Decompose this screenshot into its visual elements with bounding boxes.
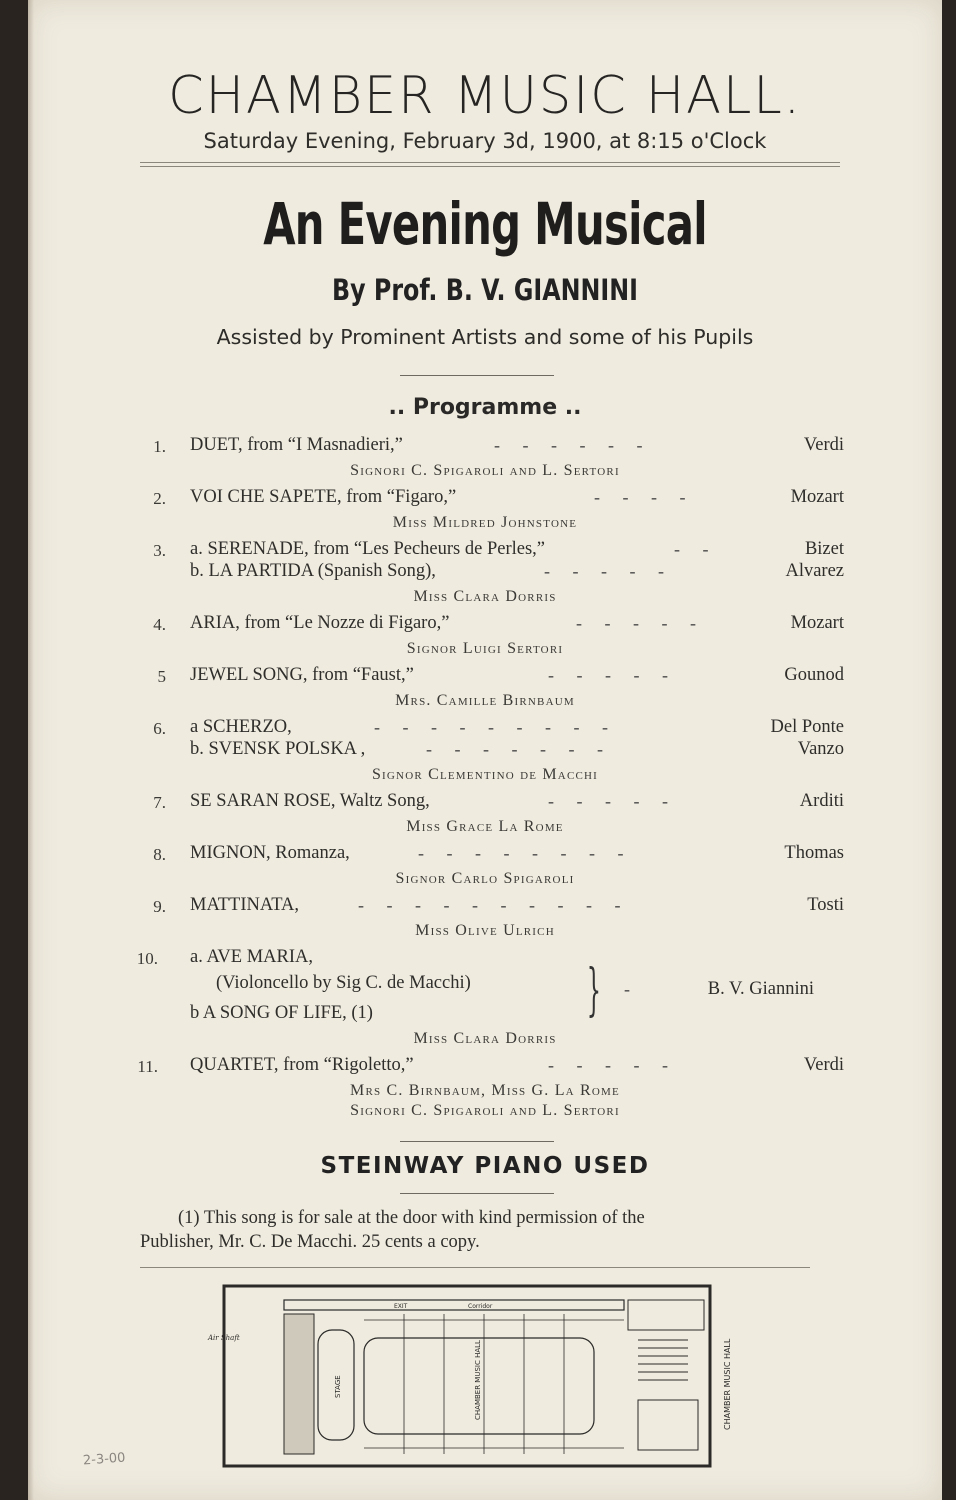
work-title: b. SVENSK POLSKA , xyxy=(190,739,366,759)
composer: Mozart xyxy=(790,487,844,507)
work-title: JEWEL SONG, from “Faust,” xyxy=(190,665,414,685)
plan-side-label: CHAMBER MUSIC HALL xyxy=(723,1338,732,1430)
exit-label: EXIT xyxy=(394,1303,408,1310)
dash-leader: - - - - - xyxy=(548,1055,668,1075)
performer: Mrs. Camille Birnbaum xyxy=(395,692,575,709)
piano-notice: STEINWAY PIANO USED xyxy=(320,1153,650,1179)
performer: Signor Carlo Spigaroli xyxy=(395,870,575,887)
dash-leader: - - - - - - - - xyxy=(418,843,624,863)
venue-title: CHAMBER MUSIC HALL. xyxy=(168,66,802,126)
work-title: MIGNON, Romanza, xyxy=(190,843,350,863)
dash-leader: - - - - - xyxy=(576,613,696,633)
divider xyxy=(400,1141,554,1142)
performer: Miss Mildred Johnstone xyxy=(392,514,578,531)
work-title: SE SARAN ROSE, Waltz Song, xyxy=(190,791,430,811)
item-number: 4. xyxy=(153,615,166,634)
work-title: DUET, from “I Masnadieri,” xyxy=(190,435,403,455)
work-title: a. SERENADE, from “Les Pecheurs de Perles,” xyxy=(190,539,545,559)
dash-leader: - - - - - - xyxy=(494,435,643,455)
work-title: ARIA, from “Le Nozze di Figaro,” xyxy=(190,613,450,633)
work-title: b. LA PARTIDA (Spanish Song), xyxy=(190,561,436,581)
work-subtitle: (Violoncello by Sig C. de Macchi) xyxy=(216,973,471,993)
program-sheet xyxy=(28,0,942,1500)
footnote-line-2: Publisher, Mr. C. De Macchi. 25 cents a copy. xyxy=(140,1232,480,1252)
floor-plan xyxy=(208,1280,758,1472)
work-title: a SCHERZO, xyxy=(190,717,292,737)
stage-label: STAGE xyxy=(334,1375,342,1398)
work-title: a. AVE MARIA, xyxy=(190,947,313,967)
item-number: 5 xyxy=(157,667,166,686)
item-number: 11. xyxy=(137,1057,158,1076)
item-number: 7. xyxy=(153,793,166,812)
performer: Signor Luigi Sertori xyxy=(406,640,564,657)
byline: By Prof. B. V. GIANNINI xyxy=(331,273,639,307)
item-number: 1. xyxy=(153,437,166,456)
work-title: b A SONG OF LIFE, (1) xyxy=(190,1003,373,1023)
divider xyxy=(400,375,554,376)
dash-leader: - - - - - xyxy=(544,561,664,581)
item-number: 3. xyxy=(153,541,166,560)
item-number: 6. xyxy=(153,719,166,738)
hall-center-label: CHAMBER MUSIC HALL xyxy=(474,1340,482,1420)
composer: Mozart xyxy=(790,613,844,633)
work-title: QUARTET, from “Rigoletto,” xyxy=(190,1055,414,1075)
divider xyxy=(140,1267,810,1268)
date-line: Saturday Evening, February 3d, 1900, at 8:15 o'Clock xyxy=(203,129,767,153)
divider xyxy=(400,1193,554,1194)
composer: Vanzo xyxy=(797,739,844,759)
composer: Del Ponte xyxy=(770,717,844,737)
performer: Miss Olive Ulrich xyxy=(415,922,555,939)
dash-leader: - - - - - - - - - - xyxy=(358,895,621,915)
corridor-label: Corridor xyxy=(468,1303,493,1310)
composer: Tosti xyxy=(807,895,844,915)
item-number: 2. xyxy=(153,489,166,508)
assisted-by-line: Assisted by Prominent Artists and some of his Pupils xyxy=(216,325,754,349)
footnote-line-1: (1) This song is for sale at the door with kind permission of the xyxy=(178,1208,645,1228)
composer: Bizet xyxy=(804,539,844,559)
dash-leader: - xyxy=(624,979,630,999)
work-title: VOI CHE SAPETE, from “Figaro,” xyxy=(190,487,457,507)
work-title: MATTINATA, xyxy=(190,895,299,915)
dash-leader: - - - - xyxy=(594,487,686,507)
composer: B. V. Giannini xyxy=(707,979,814,999)
air-shaft-label: Air Shaft xyxy=(208,1334,240,1342)
handwritten-date: 2-3-00 xyxy=(82,1450,126,1469)
composer: Verdi xyxy=(803,435,844,455)
performer: Signori C. Spigaroli and L. Sertori xyxy=(350,462,620,479)
dash-leader: - - xyxy=(674,539,709,559)
composer: Thomas xyxy=(784,843,844,863)
event-title: An Evening Musical xyxy=(263,190,707,258)
performer: Mrs C. Birnbaum, Miss G. La Rome xyxy=(350,1082,620,1099)
composer: Verdi xyxy=(803,1055,844,1075)
item-number: 9. xyxy=(153,897,166,916)
dash-leader: - - - - - xyxy=(548,665,668,685)
performer: Signor Clementino de Macchi xyxy=(371,766,599,783)
header-double-rule xyxy=(140,162,840,167)
performer: Miss Clara Dorris xyxy=(413,1030,557,1047)
programme-heading: .. Programme .. xyxy=(388,395,582,420)
composer: Alvarez xyxy=(785,561,844,581)
performer: Miss Clara Dorris xyxy=(413,588,557,605)
performer: Signori C. Spigaroli and L. Sertori xyxy=(350,1102,620,1119)
brace-glyph: } xyxy=(586,958,601,1023)
performer: Miss Grace La Rome xyxy=(406,818,564,835)
dash-leader: - - - - - - - xyxy=(426,739,603,759)
dash-leader: - - - - - xyxy=(548,791,668,811)
item-number: 8. xyxy=(153,845,166,864)
composer: Gounod xyxy=(784,665,844,685)
dash-leader: - - - - - - - - - xyxy=(374,717,608,737)
composer: Arditi xyxy=(799,791,844,811)
item-number: 10. xyxy=(136,949,158,968)
